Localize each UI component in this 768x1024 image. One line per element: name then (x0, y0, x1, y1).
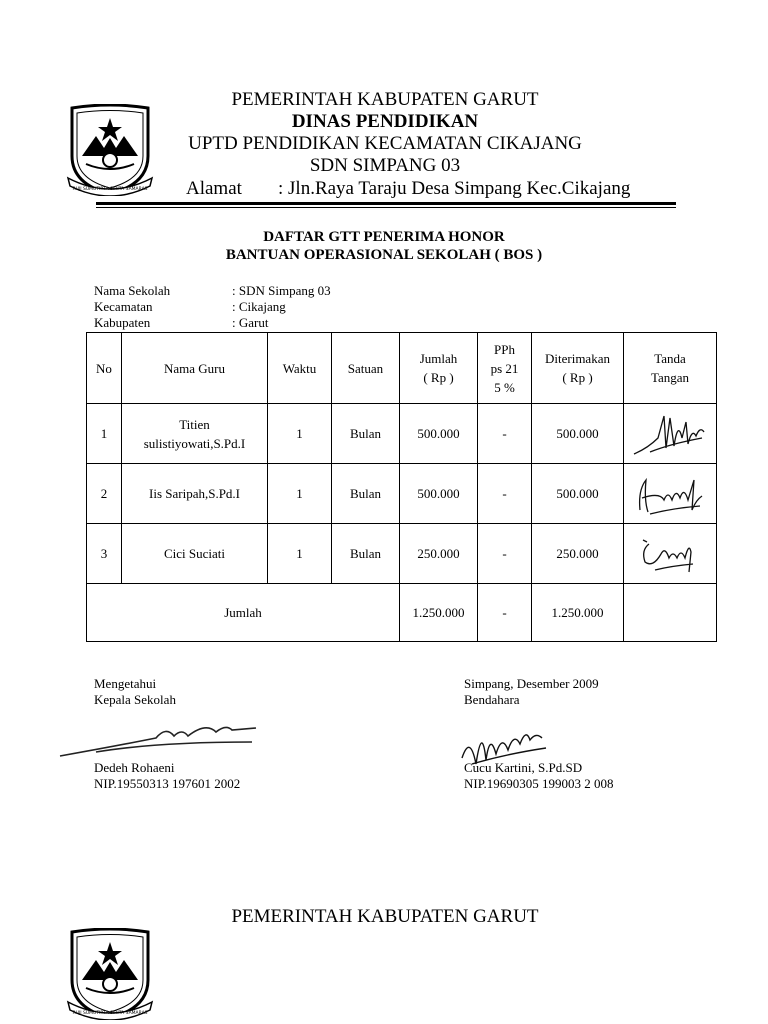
signature-image (630, 408, 710, 460)
cell-diterimakan: 250.000 (532, 524, 624, 584)
cell-jumlah: 500.000 (400, 464, 478, 524)
info-value: : SDN Simpang 03 (232, 283, 331, 298)
cell-nama-guru (122, 404, 268, 464)
cell-signature (624, 524, 717, 584)
cell-nama-guru: Cici Suciati (122, 524, 268, 584)
info-key: Nama Sekolah (94, 283, 171, 298)
cell-diterimakan: 500.000 (532, 464, 624, 524)
cell-pph: - (478, 404, 532, 464)
cell-no: 3 (87, 524, 122, 584)
col-header-pph (478, 333, 532, 404)
honor-table (86, 332, 717, 642)
col-header-pph-line3: 5 % (494, 379, 515, 395)
cell-pph: - (478, 464, 532, 524)
table-total-row (87, 584, 717, 642)
footer-left-line2: Kepala Sekolah (94, 692, 176, 707)
info-row (94, 315, 268, 331)
info-row (94, 299, 286, 315)
cell-no: 2 (87, 464, 122, 524)
col-header-tanda-line2: Tangan (650, 370, 690, 385)
garut-regency-logo (64, 928, 156, 1020)
info-value: : Garut (232, 315, 269, 330)
regency-name: PEMERINTAH KABUPATEN GARUT (231, 89, 539, 110)
cell-total-diterimakan: 1.250.000 (532, 584, 624, 642)
footer-left-line1: Mengetahui (94, 676, 157, 691)
document-subtitle: BANTUAN OPERASIONAL SEKOLAH ( BOS ) (225, 247, 543, 263)
col-header-jumlah (400, 333, 478, 404)
cell-nama-guru: Iis Saripah,S.Pd.I (122, 464, 268, 524)
col-header-jumlah-line1: Jumlah (419, 351, 458, 366)
principal-nip: NIP.19550313 197601 2002 (94, 776, 241, 791)
signature-image (635, 532, 705, 576)
col-header-jumlah-line2: ( Rp ) (423, 370, 454, 385)
principal-signature (56, 716, 266, 762)
header-rule-thin (96, 207, 676, 208)
cell-total-pph: - (478, 584, 532, 642)
logo-motto: RUJI SUMUTIRTA SIRITA SAMARAS (72, 187, 148, 192)
signature-image (630, 470, 710, 518)
col-header-no: No (87, 333, 122, 404)
cell-waktu: 1 (268, 464, 332, 524)
cell-no: 1 (87, 404, 122, 464)
treasurer-nip: NIP.19690305 199003 2 008 (464, 776, 614, 791)
address-label: Alamat (186, 178, 242, 199)
cell-total-label: Jumlah (87, 584, 400, 642)
table-header-row (87, 333, 717, 404)
info-row (94, 283, 331, 299)
cell-signature (624, 464, 717, 524)
treasurer-name: Cucu Kartini, S.Pd.SD (464, 760, 583, 775)
next-page-regency-name: PEMERINTAH KABUPATEN GARUT (231, 906, 539, 927)
table-row (87, 524, 717, 584)
info-value: : Cikajang (232, 299, 286, 314)
col-header-pph-line1: PPh (494, 341, 515, 357)
header-rule-thick (96, 202, 676, 205)
cell-jumlah: 500.000 (400, 404, 478, 464)
unit-name: UPTD PENDIDIKAN KECAMATAN CIKAJANG (188, 133, 582, 154)
document-title: DAFTAR GTT PENERIMA HONOR (263, 229, 505, 245)
cell-satuan: Bulan (332, 464, 400, 524)
footer-right-line1: Simpang, Desember 2009 (464, 676, 599, 691)
cell-satuan: Bulan (332, 524, 400, 584)
garut-regency-logo (64, 104, 156, 196)
agency-name: DINAS PENDIDIKAN (291, 111, 479, 132)
table-row (87, 464, 717, 524)
col-header-tanda-tangan (624, 333, 717, 404)
cell-nama-line2: sulistiyowati,S.Pd.I (143, 435, 246, 451)
address-value: : Jln.Raya Taraju Desa Simpang Kec.Cikajang (278, 178, 631, 199)
cell-waktu: 1 (268, 524, 332, 584)
cell-signature (624, 404, 717, 464)
school-address (186, 178, 630, 200)
footer-right-line2: Bendahara (464, 692, 520, 707)
info-key: Kabupaten (94, 315, 151, 330)
cell-total-signature (624, 584, 717, 642)
info-key: Kecamatan (94, 299, 153, 314)
col-header-tanda-line1: Tanda (654, 351, 686, 366)
logo-motto: RUJI SUMUTIRTA SIRITA SAMARAS (72, 1011, 148, 1016)
cell-waktu: 1 (268, 404, 332, 464)
cell-jumlah: 250.000 (400, 524, 478, 584)
cell-diterimakan: 500.000 (532, 404, 624, 464)
col-header-pph-line2: ps 21 (490, 360, 519, 376)
col-header-diterimakan-line1: Diterimakan (545, 351, 610, 366)
col-header-diterimakan (532, 333, 624, 404)
cell-nama-line1: Titien (179, 416, 210, 432)
col-header-nama-guru: Nama Guru (122, 333, 268, 404)
school-name: SDN SIMPANG 03 (309, 155, 461, 176)
cell-pph: - (478, 524, 532, 584)
table-row (87, 404, 717, 464)
cell-total-jumlah: 1.250.000 (400, 584, 478, 642)
col-header-satuan: Satuan (332, 333, 400, 404)
col-header-diterimakan-line2: ( Rp ) (562, 370, 593, 385)
principal-name: Dedeh Rohaeni (94, 760, 175, 775)
col-header-waktu: Waktu (268, 333, 332, 404)
cell-satuan: Bulan (332, 404, 400, 464)
